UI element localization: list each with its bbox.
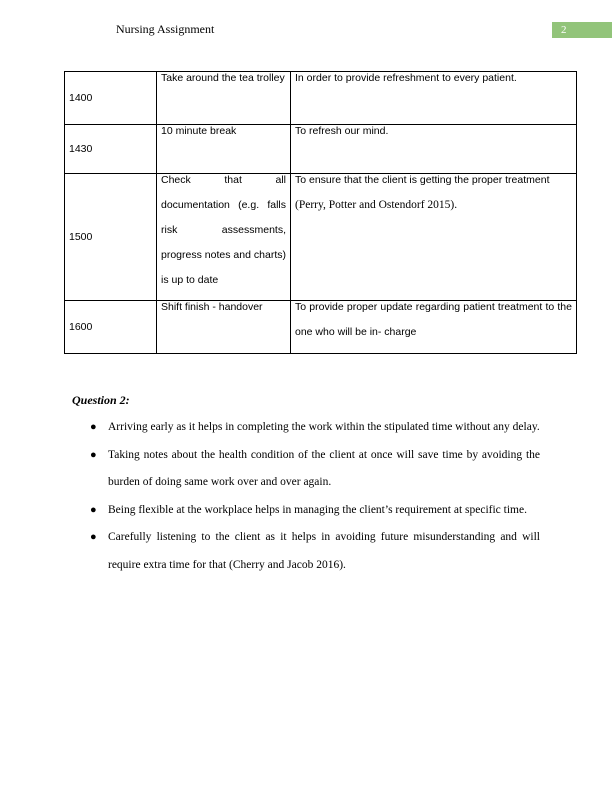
bullet-icon: ●: [90, 503, 97, 516]
table-row: [65, 72, 577, 125]
schedule-table: [64, 71, 577, 354]
reason-cell: [291, 301, 577, 354]
time-cell: 1430: [65, 125, 157, 174]
reason-cell: [291, 174, 577, 301]
bullet-icon: ●: [90, 531, 97, 543]
citation-text: (Perry, Potter and Ostendorf 2015).: [295, 199, 458, 211]
reason-text: To refresh our mind.: [295, 125, 389, 137]
table-row: [65, 125, 577, 174]
list-item: [90, 524, 540, 579]
time-cell: 1500: [65, 174, 157, 301]
list-item: [90, 497, 540, 525]
reason-text: To ensure that the client is getting the proper treatment: [295, 174, 550, 186]
bullet-list: [90, 414, 540, 579]
table-row: [65, 301, 577, 354]
task-cell: [157, 72, 291, 125]
list-item-text: Being flexible at the workplace helps in managing the client’s requirement at specific time.: [108, 503, 527, 516]
list-item-text: Arriving early as it helps in completing the work within the stipulated time without any delay.: [108, 421, 540, 433]
reason-cell: [291, 72, 577, 125]
list-item: [90, 442, 540, 497]
list-item: [90, 414, 540, 442]
header-title: Nursing Assignment: [116, 22, 215, 36]
reason-block: [295, 168, 572, 218]
bullet-icon: ●: [90, 421, 97, 433]
task-text: Check that all documentation (e.g. falls risk assessments, progress notes and charts) is up to date: [161, 174, 286, 286]
task-cell: [157, 301, 291, 354]
time-cell: 1400: [65, 72, 157, 125]
task-cell: [157, 174, 291, 301]
reason-cell: [291, 125, 577, 174]
page-number: 2: [552, 22, 612, 38]
time-cell: 1600: [65, 301, 157, 354]
list-item-text: Taking notes about the health condition of the client at once will save time by avoiding the burden of doing same work over and over again.: [108, 448, 540, 488]
reason-text: To provide proper update regarding patient treatment to the one who will be in- charge: [295, 301, 572, 338]
table-row: [65, 174, 577, 301]
task-text: Take around the tea trolley: [161, 72, 285, 84]
bullet-icon: ●: [90, 448, 97, 461]
question-heading: Question 2:: [72, 393, 130, 407]
task-text: Shift finish - handover: [161, 301, 263, 313]
task-text: 10 minute break: [161, 125, 237, 137]
reason-text: In order to provide refreshment to every patient.: [295, 72, 517, 84]
task-cell: [157, 125, 291, 174]
list-item-text: Carefully listening to the client as it helps in avoiding future misunderstanding and will require extra time for that (Cherry and Jacob 2016).: [108, 531, 540, 571]
